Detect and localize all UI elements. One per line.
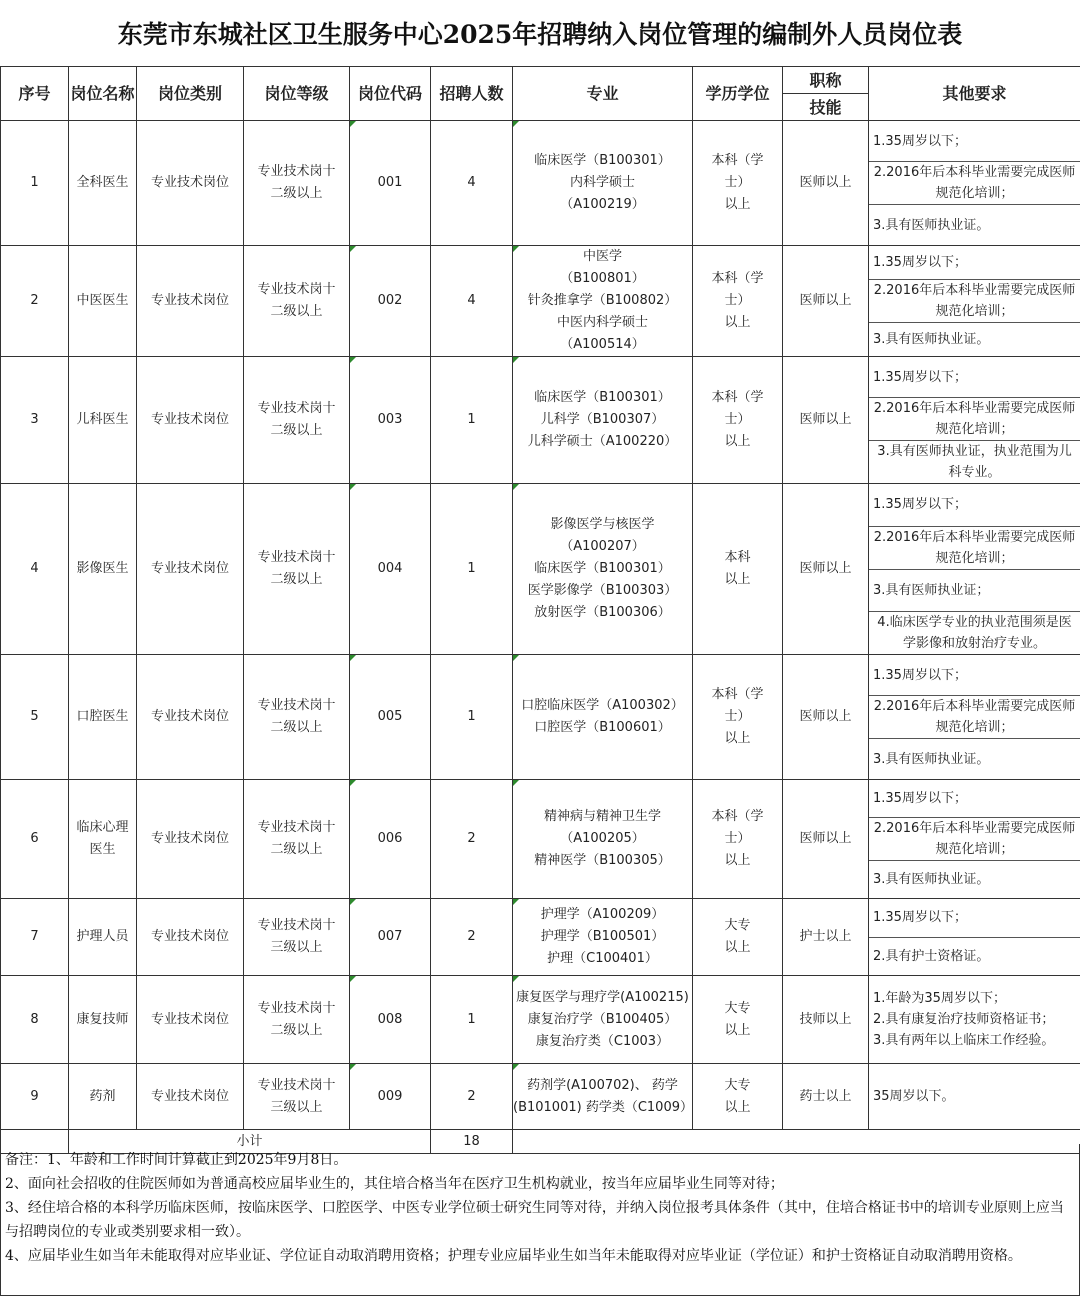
- row-code: 006: [350, 780, 431, 899]
- requirement-text: 3.具有医师执业证；: [873, 582, 990, 598]
- row-category: 专业技术岗位: [137, 780, 244, 899]
- major-line: 临床医学（B100301）: [534, 561, 671, 576]
- requirement-item: [869, 121, 1080, 162]
- header-count: 招聘人数: [431, 67, 513, 121]
- subtotal-label: 小计: [69, 1130, 431, 1154]
- requirement-item: [869, 527, 1080, 570]
- requirement-item: [869, 655, 1080, 696]
- row-requirements: [869, 655, 1080, 780]
- row-level: [244, 484, 350, 655]
- row-name: 儿科医生: [69, 357, 137, 484]
- level-line: 三级以上: [270, 940, 323, 955]
- major-line: （B100801）: [560, 271, 645, 286]
- requirement-text-block: [869, 988, 1080, 1051]
- row-major: [513, 484, 693, 655]
- table-row: [1, 899, 1080, 976]
- row-requirements: [869, 121, 1080, 246]
- table-row: [1, 121, 1080, 246]
- header-category: 岗位类别: [137, 67, 244, 121]
- requirement-text: 1.35周岁以下；: [873, 667, 967, 683]
- row-major: [513, 1064, 693, 1130]
- major-line: 口腔医学（B100601）: [534, 720, 671, 735]
- position-table: [0, 66, 1080, 1154]
- major-line: 护理学（A100209）: [540, 907, 665, 922]
- requirement-item: [869, 162, 1080, 205]
- requirement-item: [869, 570, 1080, 613]
- page-title: 东莞市东城社区卫生服务中心2025年招聘纳入岗位管理的编制外人员岗位表: [117, 20, 963, 49]
- major-line: 精神病与精神卫生学: [543, 809, 661, 824]
- requirement-line: 35周岁以下。: [873, 1089, 955, 1104]
- row-degree: [693, 357, 783, 484]
- row-name: 全科医生: [69, 121, 137, 246]
- note-1: 备注：1、年龄和工作时间计算截止到2025年9月8日。: [5, 1152, 348, 1168]
- major-line: 康复医学与理疗学(A100215): [516, 989, 689, 1005]
- major-line: 针灸推拿学（B100802）: [527, 293, 678, 308]
- row-level: [244, 121, 350, 246]
- requirement-item: [869, 357, 1080, 398]
- level-line: 二级以上: [270, 842, 323, 857]
- degree-line: 本科（学: [711, 687, 764, 702]
- level-line: 二级以上: [270, 304, 323, 319]
- requirement-line: 2.具有康复治疗技师资格证书；: [873, 1012, 1055, 1027]
- row-major: [513, 780, 693, 899]
- degree-line: 本科（学: [711, 390, 764, 405]
- major-line: 临床医学（B100301）: [534, 390, 671, 405]
- notes: [0, 1144, 1080, 1296]
- row-name: 口腔医生: [69, 655, 137, 780]
- requirement-item: [869, 280, 1080, 323]
- requirement-text: 3.具有医师执业证。: [873, 872, 990, 887]
- major-line: 医学影像学（B100303）: [527, 583, 678, 598]
- requirement-item: [869, 441, 1080, 483]
- level-line: 二级以上: [270, 423, 323, 438]
- row-category: 专业技术岗位: [137, 899, 244, 976]
- row-major: [513, 357, 693, 484]
- requirement-list: [869, 655, 1080, 779]
- degree-line: 以上: [724, 1099, 751, 1115]
- level-line: 专业技术岗十: [257, 282, 336, 297]
- requirement-list: [869, 246, 1080, 356]
- requirement-text: 3.具有医师执业证。: [873, 332, 990, 347]
- row-count: 1: [431, 976, 513, 1064]
- note-4: 4、应届毕业生如当年未能取得对应毕业证、学位证自动取消聘用资格；护理专业应届毕业生如当年未能取得对应毕业证（学位证）和护士资格证自动取消聘用资格。: [5, 1248, 1022, 1264]
- row-seq: 5: [1, 655, 69, 780]
- degree-line: 士）: [724, 831, 751, 846]
- requirement-item: [869, 398, 1080, 441]
- row-category: 专业技术岗位: [137, 121, 244, 246]
- row-major: [513, 899, 693, 976]
- major-line: （A100219）: [560, 197, 645, 212]
- row-count: 2: [431, 1064, 513, 1130]
- major-line: （A100207）: [560, 539, 645, 554]
- row-title: 技师以上: [783, 976, 869, 1064]
- row-code: 009: [350, 1064, 431, 1130]
- row-seq: 1: [1, 121, 69, 246]
- row-requirements: [869, 976, 1080, 1064]
- major-line: 中医学: [582, 249, 622, 264]
- major-line: 影像医学与核医学: [550, 517, 655, 532]
- row-category: 专业技术岗位: [137, 246, 244, 357]
- degree-line: 大专: [724, 1000, 751, 1016]
- table-row: [1, 655, 1080, 780]
- table-row: [1, 976, 1080, 1064]
- requirement-text: 1.35周岁以下；: [873, 369, 967, 385]
- degree-line: 以上: [724, 731, 751, 746]
- row-code: 002: [350, 246, 431, 357]
- level-line: 专业技术岗十: [257, 1000, 336, 1016]
- degree-line: 本科: [724, 550, 751, 565]
- row-requirements: [869, 246, 1080, 357]
- row-seq: 8: [1, 976, 69, 1064]
- major-line: 药剂学(A100702)、 药学: [527, 1077, 678, 1093]
- row-degree: [693, 1064, 783, 1130]
- requirement-text: 1.35周岁以下；: [873, 910, 967, 926]
- row-seq: 7: [1, 899, 69, 976]
- table-row: [1, 780, 1080, 899]
- header-level: 岗位等级: [244, 67, 350, 121]
- row-name: 影像医生: [69, 484, 137, 655]
- row-count: 4: [431, 121, 513, 246]
- requirement-list: [869, 899, 1080, 975]
- row-code: 004: [350, 484, 431, 655]
- header-code: 岗位代码: [350, 67, 431, 121]
- degree-line: 以上: [724, 853, 751, 868]
- level-line: 专业技术岗十: [257, 918, 336, 933]
- major-line: 内科学硕士: [569, 175, 635, 190]
- row-level: [244, 780, 350, 899]
- requirement-text: 2.2016年后本科毕业需要完成医师规范化培训；: [873, 283, 1076, 319]
- degree-line: 以上: [724, 197, 751, 212]
- degree-line: 以上: [724, 315, 751, 330]
- requirement-text-block: [869, 1086, 1080, 1107]
- row-name: 护理人员: [69, 899, 137, 976]
- major-line: （A100205）: [560, 831, 645, 846]
- row-seq: 4: [1, 484, 69, 655]
- row-level: [244, 899, 350, 976]
- row-code: 005: [350, 655, 431, 780]
- requirement-item: [869, 938, 1080, 976]
- requirement-text: 1.35周岁以下；: [873, 497, 967, 513]
- requirement-text: 2.2016年后本科毕业需要完成医师规范化培训；: [873, 401, 1076, 437]
- row-title: 护士以上: [783, 899, 869, 976]
- row-major: [513, 976, 693, 1064]
- degree-line: 本科（学: [711, 809, 764, 824]
- row-level: [244, 357, 350, 484]
- level-line: 二级以上: [270, 572, 323, 587]
- degree-line: 以上: [724, 1022, 751, 1038]
- level-line: 二级以上: [270, 720, 323, 735]
- level-line: 专业技术岗十: [257, 164, 336, 179]
- row-name: 中医医生: [69, 246, 137, 357]
- row-degree: [693, 899, 783, 976]
- row-name: 药剂: [69, 1064, 137, 1130]
- major-line: 护理（C100401）: [547, 951, 658, 966]
- header-other: 其他要求: [869, 67, 1080, 121]
- degree-line: 士）: [724, 709, 751, 724]
- row-count: 1: [431, 655, 513, 780]
- row-category: 专业技术岗位: [137, 655, 244, 780]
- degree-line: 大专: [724, 1077, 751, 1093]
- row-requirements: [869, 1064, 1080, 1130]
- level-line: 专业技术岗十: [257, 401, 336, 416]
- row-major: [513, 655, 693, 780]
- requirement-text: 4.临床医学专业的执业范围须是医学影像和放射治疗专业。: [877, 615, 1072, 651]
- requirement-item: [869, 818, 1080, 861]
- major-line: (B101001) 药学类（C1009）: [513, 1099, 693, 1115]
- row-title: 药士以上: [783, 1064, 869, 1130]
- table-row: [1, 246, 1080, 357]
- degree-line: 士）: [724, 293, 751, 308]
- row-code: 008: [350, 976, 431, 1064]
- degree-line: 以上: [724, 434, 751, 449]
- row-code: 003: [350, 357, 431, 484]
- row-category: 专业技术岗位: [137, 484, 244, 655]
- header-major: 专业: [513, 67, 693, 121]
- requirement-item: [869, 612, 1080, 654]
- requirement-text: 2.2016年后本科毕业需要完成医师规范化培训；: [873, 529, 1076, 566]
- row-degree: [693, 484, 783, 655]
- requirement-item: [869, 205, 1080, 245]
- row-requirements: [869, 780, 1080, 899]
- requirement-item: [869, 484, 1080, 527]
- row-level: [244, 655, 350, 780]
- row-degree: [693, 976, 783, 1064]
- note-2: 2、面向社会招收的住院医师如为普通高校应届毕业生的，其住培合格当年在医疗卫生机构就业，按当年应届毕业生同等对待；: [5, 1176, 784, 1192]
- requirement-text: 1.35周岁以下；: [873, 133, 967, 149]
- level-line: 二级以上: [270, 1022, 323, 1038]
- major-line: 康复治疗学（B100405）: [527, 1011, 678, 1027]
- row-category: 专业技术岗位: [137, 357, 244, 484]
- table-row: [1, 484, 1080, 655]
- level-line: 专业技术岗十: [257, 550, 336, 565]
- level-line: 二级以上: [270, 186, 323, 201]
- row-requirements: [869, 484, 1080, 655]
- row-count: 1: [431, 484, 513, 655]
- requirement-text: 1.35周岁以下；: [873, 255, 967, 270]
- row-requirements: [869, 357, 1080, 484]
- header-title-bottom: 技能: [783, 94, 869, 121]
- header-degree: 学历学位: [693, 67, 783, 121]
- requirement-text: 2.2016年后本科毕业需要完成医师规范化培训；: [873, 821, 1076, 857]
- degree-line: 大专: [724, 918, 751, 933]
- major-line: 康复治疗类（C1003）: [535, 1033, 670, 1049]
- major-line: （A100514）: [560, 337, 645, 352]
- row-major: [513, 121, 693, 246]
- row-title: 医师以上: [783, 484, 869, 655]
- row-name: 康复技师: [69, 976, 137, 1064]
- major-line: 放射医学（B100306）: [534, 605, 671, 620]
- note-3: 3、经住培合格的本科学历临床医师，按临床医学、口腔医学、中医专业学位硕士研究生同等对待，并纳入岗位报考具体条件（其中，住培合格证书中的培训专业原则上应当与招聘岗位的专业或类别要求相一致）。: [5, 1200, 1064, 1240]
- degree-line: 士）: [724, 175, 751, 190]
- major-line: 中医内科学硕士: [556, 315, 648, 330]
- requirement-text: 3.具有医师执业证，执业范围为儿科专业。: [877, 444, 1072, 480]
- major-line: 口腔临床医学（A100302）: [521, 698, 684, 713]
- degree-line: 本科（学: [711, 271, 764, 286]
- requirement-list: [869, 357, 1080, 483]
- row-title: 医师以上: [783, 246, 869, 357]
- row-seq: 3: [1, 357, 69, 484]
- major-line: 护理学（B100501）: [540, 929, 665, 944]
- level-line: 专业技术岗十: [257, 1077, 336, 1093]
- requirement-list: [869, 780, 1080, 898]
- row-level: [244, 246, 350, 357]
- requirement-text: 3.具有医师执业证。: [873, 217, 990, 233]
- requirement-text: 2.具有护士资格证。: [873, 948, 990, 964]
- requirement-item: [869, 246, 1080, 280]
- degree-line: 以上: [724, 940, 751, 955]
- row-degree: [693, 655, 783, 780]
- row-count: 4: [431, 246, 513, 357]
- requirement-line: 1.年龄为35周岁以下；: [873, 991, 1006, 1006]
- header-name: 岗位名称: [69, 67, 137, 121]
- requirement-list: [869, 121, 1080, 245]
- requirement-item: [869, 696, 1080, 739]
- header-seq: 序号: [1, 67, 69, 121]
- degree-line: 本科（学: [711, 153, 764, 168]
- major-line: 临床医学（B100301）: [534, 153, 671, 168]
- row-seq: 6: [1, 780, 69, 899]
- requirement-text: 2.2016年后本科毕业需要完成医师规范化培训；: [873, 699, 1076, 735]
- row-degree: [693, 246, 783, 357]
- requirement-item: [869, 861, 1080, 898]
- row-category: 专业技术岗位: [137, 1064, 244, 1130]
- requirement-item: [869, 323, 1080, 356]
- degree-line: 以上: [724, 572, 751, 587]
- row-seq: 9: [1, 1064, 69, 1130]
- requirement-item: [869, 739, 1080, 779]
- row-name: 临床心理医生: [69, 780, 137, 899]
- row-seq: 2: [1, 246, 69, 357]
- row-code: 001: [350, 121, 431, 246]
- requirement-item: [869, 780, 1080, 818]
- major-line: 儿科学（B100307）: [540, 412, 665, 427]
- row-requirements: [869, 899, 1080, 976]
- row-degree: [693, 121, 783, 246]
- major-line: 儿科学硕士（A100220）: [527, 434, 678, 449]
- row-count: 1: [431, 357, 513, 484]
- row-count: 2: [431, 780, 513, 899]
- level-line: 三级以上: [270, 1099, 323, 1115]
- table-row: [1, 1064, 1080, 1130]
- requirement-list: [869, 484, 1080, 654]
- row-level: [244, 976, 350, 1064]
- requirement-line: 3.具有两年以上临床工作经验。: [873, 1033, 1055, 1048]
- row-level: [244, 1064, 350, 1130]
- header-title-top: 职称: [783, 67, 869, 94]
- major-line: 精神医学（B100305）: [534, 853, 671, 868]
- subtotal-value: 18: [431, 1130, 513, 1154]
- level-line: 专业技术岗十: [257, 820, 336, 835]
- requirement-text: 2.2016年后本科毕业需要完成医师规范化培训；: [873, 165, 1076, 201]
- requirement-text: 3.具有医师执业证。: [873, 751, 990, 767]
- row-code: 007: [350, 899, 431, 976]
- row-title: 医师以上: [783, 357, 869, 484]
- row-count: 2: [431, 899, 513, 976]
- row-title: 医师以上: [783, 780, 869, 899]
- row-category: 专业技术岗位: [137, 976, 244, 1064]
- row-title: 医师以上: [783, 121, 869, 246]
- row-major: [513, 246, 693, 357]
- row-title: 医师以上: [783, 655, 869, 780]
- requirement-item: [869, 899, 1080, 938]
- degree-line: 士）: [724, 412, 751, 427]
- requirement-text: 1.35周岁以下；: [873, 791, 967, 806]
- row-degree: [693, 780, 783, 899]
- level-line: 专业技术岗十: [257, 698, 336, 713]
- table-row: [1, 357, 1080, 484]
